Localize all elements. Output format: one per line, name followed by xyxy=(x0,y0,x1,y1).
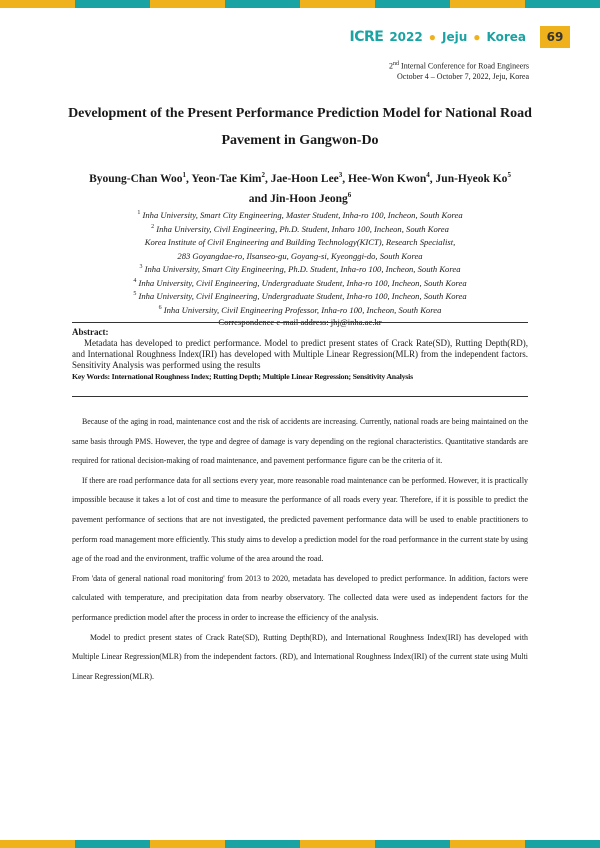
correspondence-email: Correspondence e-mail address: jhj@inha.ac.kr xyxy=(218,316,382,327)
abstract-text: Metadata has developed to predict performance. Model to predict present states of Crack Rate(SD), Rutting Depth(RD), and International Roughness Index(IRI) has developed with Multiple Linear Regression(MLR) from the independent factors. Sensitivity Analysis was performed using the results xyxy=(72,338,528,370)
affiliation: $^4$ Inha University, Civil Engineering, Undergraduate Student, Inha-ro 100, Incheon, South Korea xyxy=(133,277,467,288)
conference-logo: ICRE xyxy=(349,29,384,45)
paragraph: Because of the aging in road, maintenance cost and the risk of accidents are increasing. Currently, national roads are being maintained on the same basis through PMS. However, the type and degree of damage is vary depending on the regional characteristics. Quantitative standards are required for rational decision-making of road maintenance, and pavement performance figure can be the criteria of it. xyxy=(72,417,528,466)
affiliation: $^2$ Inha University, Civil Engineering, Ph.D. Student, Inharo 100, Incheon, South Korea xyxy=(151,223,449,234)
divider-top xyxy=(72,322,528,323)
conference-year: 2022 xyxy=(389,30,423,44)
paper-title: Development of the Present Performance Prediction Model for National Road Pavement in Gangwon-Do xyxy=(68,106,532,148)
bottom-color-stripe xyxy=(0,840,600,848)
affiliation: $^1$ Inha University, Smart City Engineering, Master Student, Inha-ro 100, Incheon, South Korea xyxy=(137,209,463,220)
affiliation: $^3$ Inha University, Smart City Engineering, Ph.D. Student, Inha-ro 100, Incheon, South Korea xyxy=(139,264,461,275)
paragraph: Model to predict present states of Crack Rate(SD), Rutting Depth(RD), and International Roughness Index(IRI) has developed with Multiple Linear Regression(MLR) from the independent factors. (RD), and International Roughness Index(IRI) of the current state using Multi Linear Regression(MLR). xyxy=(72,632,528,681)
bullet-dot: ● xyxy=(428,29,436,44)
abstract-heading: Abstract: xyxy=(72,327,109,337)
conference-info xyxy=(389,59,529,82)
affiliation: Korea Institute of Civil Engineering and Building Technology(KICT), Research Specialist, xyxy=(144,236,456,247)
affiliations xyxy=(40,208,560,328)
divider-bottom xyxy=(72,396,528,397)
affiliation: $^5$ Inha University, Civil Engineering, Undergraduate Student, Inha-ro 100, Incheon, South Korea xyxy=(133,291,467,302)
author-list: Byoung-Chan Woo$^1$, Yeon-Tae Kim$^2$, Jae-Hoon Lee$^3$, Hee-Won Kwon$^4$, Jun-Hyeok Ko$^5$ and Jin-Hoon Jeong$^6$ xyxy=(89,171,511,205)
paragraph: If there are road performance data for all sections every year, more reasonable road maintenance can be performed. However, it is practically impossible because it takes a lot of cost and time to measure the performance of all roads every year. Therefore, if it is possible to predict the pavement performance of sections that are not investigated, the predicted pavement performance data will be used to enable practitioners to perform road management more efficiently. This study aims to develop a prediction model for the road performance in the current state by using age of the road and the environment, traffic volume of the area around the road. xyxy=(72,475,528,564)
bullet-dot: ● xyxy=(473,29,481,44)
conference-badge xyxy=(350,26,571,48)
keywords: Key Words: International Roughness Index; Rutting Depth; Multiple Linear Regression; Sensitivity Analysis xyxy=(72,372,413,381)
conference-city: Jeju xyxy=(441,30,468,44)
paragraph: From 'data of general national road monitoring' from 2013 to 2020, metadata has developed to predict performance. In addition, factors were calculated with temperature, and precipitation data from nearby observatory. The collected data were used as independent factors for the performance prediction model after the process in order to increase the efficiency of the analysis. xyxy=(72,573,528,622)
conference-country: Korea xyxy=(486,30,526,44)
conference-name-line: 2nd Internal Conference for Road Engineers xyxy=(389,61,529,71)
conference-dates: October 4 – October 7, 2022, Jeju, Korea xyxy=(397,71,529,81)
top-color-stripe xyxy=(0,0,600,8)
affiliation: $^6$ Inha University, Civil Engineering Professor, Inha-ro 100, Incheon, South Korea xyxy=(158,304,442,315)
body-text xyxy=(72,412,528,686)
affiliation: 283 Goyangdae-ro, Ilsanseo-gu, Goyang-si, Kyeonggi-do, South Korea xyxy=(177,250,423,261)
abstract-section xyxy=(72,327,528,382)
page-number: 69 xyxy=(540,26,570,48)
